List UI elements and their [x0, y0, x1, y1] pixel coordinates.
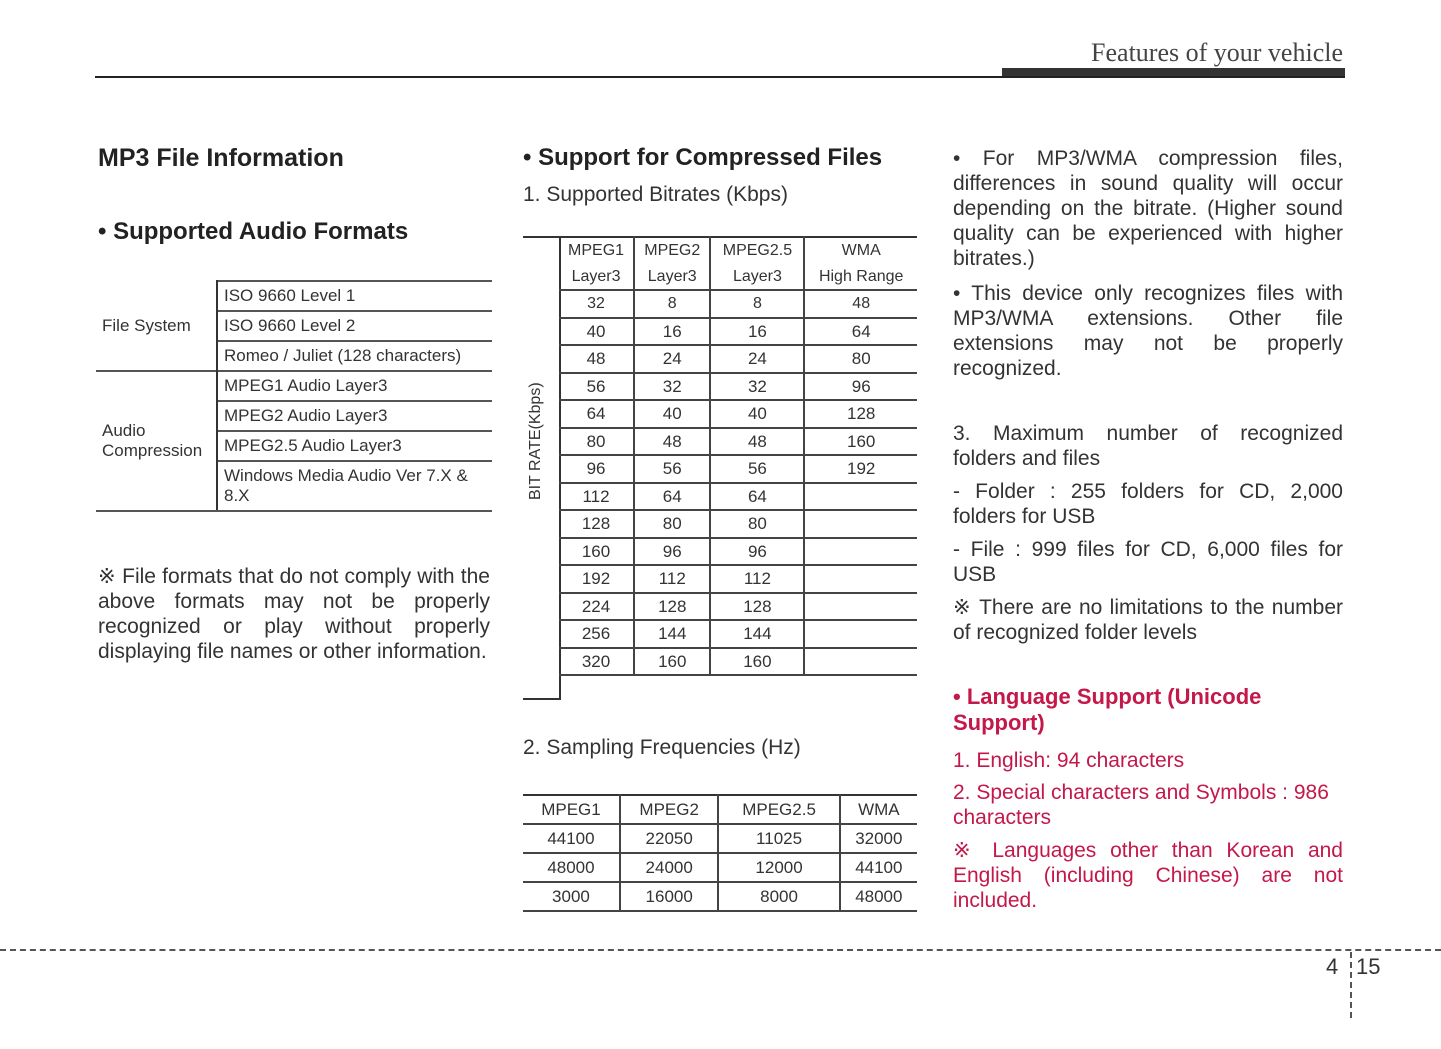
- table-cell: 160: [804, 428, 917, 456]
- table-header: High Range: [804, 264, 917, 291]
- table-header: MPEG1: [559, 237, 634, 264]
- table-cell: [804, 483, 917, 511]
- chapter-number: 4: [1326, 954, 1339, 979]
- bitrate-title: 1. Supported Bitrates (Kbps): [523, 183, 788, 206]
- page-number: 15: [1356, 954, 1381, 979]
- table-row: [559, 345, 917, 373]
- table-row: [559, 318, 917, 346]
- table-cell: 64: [634, 483, 710, 511]
- table-row: [559, 538, 917, 566]
- table-cell: 40: [710, 400, 804, 428]
- table-cell: 32: [710, 373, 804, 401]
- table-row: [559, 455, 917, 483]
- table-cell: 144: [710, 620, 804, 648]
- bullet-quality: • For MP3/WMA compression files, differences in sound quality will occur depending on the bitrate. (Higher sound quality can be experienced with higher bitrates.): [953, 147, 1343, 270]
- bitrate-axis-label: BIT RATE(Kbps): [527, 382, 544, 500]
- table-cell: 192: [559, 565, 634, 593]
- table-cell: 64: [559, 400, 634, 428]
- table-cell: 44100: [523, 824, 620, 853]
- subsection-heading: • Supported Audio Formats: [98, 218, 409, 245]
- table-cell: 16: [710, 318, 804, 346]
- table-cell: 48: [634, 428, 710, 456]
- table-row: [559, 237, 917, 264]
- table-cell: 112: [559, 483, 634, 511]
- language-english: 1. English: 94 characters: [953, 749, 1185, 772]
- table-row: [523, 853, 917, 882]
- table-row: [559, 593, 917, 621]
- compressed-heading: • Support for Compressed Files: [523, 144, 883, 171]
- table-cell: 192: [804, 455, 917, 483]
- table-cell: 16000: [620, 882, 719, 911]
- page-number-separator: [1350, 952, 1352, 1018]
- table-row: [559, 510, 917, 538]
- table-cell: [804, 620, 917, 648]
- table-cell: 128: [710, 593, 804, 621]
- table-cell: 96: [710, 538, 804, 566]
- table-row: [559, 290, 917, 318]
- table-cell: [804, 593, 917, 621]
- folder-limit: - Folder : 255 folders for CD, 2,000 folders for USB: [953, 480, 1343, 528]
- table-header: Layer3: [559, 264, 634, 291]
- freq-title: 2. Sampling Frequencies (Hz): [523, 736, 801, 759]
- table-cell: 22050: [620, 824, 719, 853]
- table-cell: 96: [634, 538, 710, 566]
- table-cell: [804, 565, 917, 593]
- table-cell: 64: [710, 483, 804, 511]
- table-cell: 80: [634, 510, 710, 538]
- table-row: [559, 428, 917, 456]
- table-cell: 80: [559, 428, 634, 456]
- header-rule: [95, 76, 1345, 78]
- table-cell: 48: [710, 428, 804, 456]
- table-cell: ISO 9660 Level 1: [217, 281, 492, 311]
- table-cell: 24000: [620, 853, 719, 882]
- table-cell: 224: [559, 593, 634, 621]
- table-cell: 112: [710, 565, 804, 593]
- table-cell: 56: [710, 455, 804, 483]
- table-header: Layer3: [634, 264, 710, 291]
- table-cell: 32: [559, 290, 634, 318]
- table-cell: MPEG1 Audio Layer3: [217, 371, 492, 401]
- table-row: [523, 882, 917, 911]
- section-heading: MP3 File Information: [98, 144, 344, 172]
- audio-label-line1: Audio: [102, 421, 146, 440]
- table-row: [559, 483, 917, 511]
- table-cell: 128: [804, 400, 917, 428]
- table-cell: 8: [634, 290, 710, 318]
- table-row: [559, 264, 917, 291]
- table-cell: Romeo / Juliet (128 characters): [217, 341, 492, 371]
- table-cell: 144: [634, 620, 710, 648]
- table-row: [523, 824, 917, 853]
- table-row: [559, 648, 917, 676]
- table-cell: 40: [634, 400, 710, 428]
- table-row: [523, 795, 917, 824]
- table-cell: 112: [634, 565, 710, 593]
- table-header: WMA: [840, 795, 917, 824]
- table-cell: 3000: [523, 882, 620, 911]
- table-header: MPEG1: [523, 795, 620, 824]
- table-cell: 56: [559, 373, 634, 401]
- table-cell: 48: [559, 345, 634, 373]
- table-row: [559, 373, 917, 401]
- table-cell: [804, 538, 917, 566]
- table-cell: 24: [710, 345, 804, 373]
- table-cell: 160: [634, 648, 710, 676]
- table-cell: 256: [559, 620, 634, 648]
- page-header-title: Features of your vehicle: [1091, 38, 1343, 67]
- table-cell: 128: [559, 510, 634, 538]
- table-header: WMA: [804, 237, 917, 264]
- max-title: 3. Maximum number of recognized folders and files: [953, 422, 1343, 470]
- bitrate-table: [559, 236, 917, 676]
- language-special: 2. Special characters and Symbols : 986 characters: [953, 781, 1329, 829]
- table-cell: 96: [804, 373, 917, 401]
- table-cell: 56: [634, 455, 710, 483]
- table-cell: 12000: [718, 853, 839, 882]
- table-cell: 160: [559, 538, 634, 566]
- table-cell: MPEG2 Audio Layer3: [217, 401, 492, 431]
- audio-label-line2: Compression: [102, 441, 203, 460]
- table-header: MPEG2: [620, 795, 719, 824]
- table-cell: MPEG2.5 Audio Layer3: [217, 431, 492, 461]
- file-system-label: File System: [96, 281, 217, 371]
- table-cell: 128: [634, 593, 710, 621]
- table-cell: 24: [634, 345, 710, 373]
- table-cell: 80: [804, 345, 917, 373]
- table-cell: 32000: [840, 824, 917, 853]
- frequency-table: [523, 794, 917, 912]
- bullet-extensions: • This device only recognizes files with MP3/WMA extensions. Other file extensions may not be properly recognized.: [953, 282, 1343, 380]
- table-header: MPEG2.5: [710, 237, 804, 264]
- language-note: ※ Languages other than Korean and English (including Chinese) are not included.: [953, 839, 1343, 912]
- table-cell: 16: [634, 318, 710, 346]
- audio-formats-table: [96, 280, 492, 512]
- table-cell: Windows Media Audio Ver 7.X & 8.X: [217, 461, 492, 511]
- table-header: MPEG2: [634, 237, 710, 264]
- table-cell: 32: [634, 373, 710, 401]
- table-cell: 40: [559, 318, 634, 346]
- format-note: ※ File formats that do not comply with the above formats may not be properly recognized or play without properly displaying file names or other information.: [98, 565, 490, 663]
- table-cell: 11025: [718, 824, 839, 853]
- table-cell: 64: [804, 318, 917, 346]
- table-cell: 48000: [840, 882, 917, 911]
- audio-compression-label: [96, 371, 217, 511]
- table-cell: 44100: [840, 853, 917, 882]
- table-cell: 48000: [523, 853, 620, 882]
- table-cell: 48: [804, 290, 917, 318]
- table-cell: 160: [710, 648, 804, 676]
- table-row: [559, 620, 917, 648]
- table-cell: [804, 510, 917, 538]
- table-cell: 8: [710, 290, 804, 318]
- language-heading: • Language Support (Unicode Support): [953, 684, 1262, 735]
- table-cell: ISO 9660 Level 2: [217, 311, 492, 341]
- table-header: MPEG2.5: [718, 795, 839, 824]
- table-row: [559, 565, 917, 593]
- table-cell: 96: [559, 455, 634, 483]
- table-cell: 320: [559, 648, 634, 676]
- file-limit: - File : 999 files for CD, 6,000 files for USB: [953, 538, 1343, 586]
- table-cell: 8000: [718, 882, 839, 911]
- footer-rule: [0, 949, 1441, 951]
- table-header: Layer3: [710, 264, 804, 291]
- folder-level-note: ※ There are no limitations to the number of recognized folder levels: [953, 596, 1343, 644]
- table-cell: [804, 648, 917, 676]
- table-row: [559, 400, 917, 428]
- table-cell: 80: [710, 510, 804, 538]
